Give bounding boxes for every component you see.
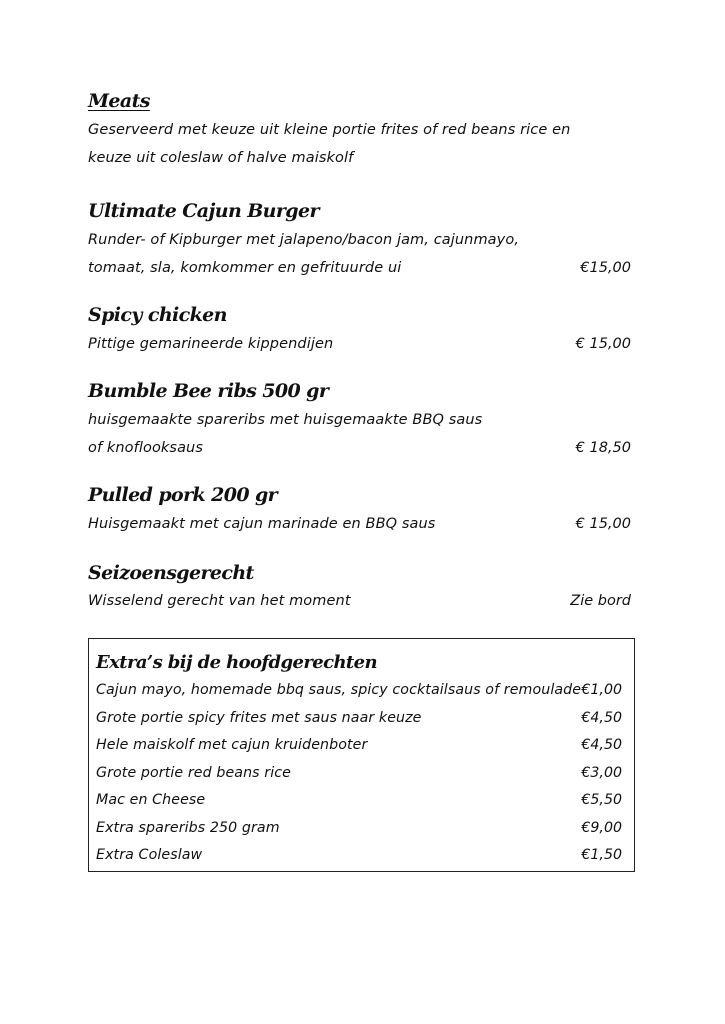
extras-item-price: €5,50 [581,792,622,808]
dish-price: Zie bord [570,593,631,609]
dish-name: Bumble Bee ribs 500 gr [88,380,329,402]
dish-description-line-2: tomaat, sla, komkommer en gefrituurde ui [88,260,402,276]
extras-row [96,817,622,839]
extras-item-name: Grote portie spicy frites met saus naar keuze [96,710,422,726]
section-subtitle-line-2: keuze uit coleslaw of halve maiskolf [88,150,354,166]
dish-description-line-1: Huisgemaakt met cajun marinade en BBQ saus [88,516,436,532]
dish-description-line-1: Wisselend gerecht van het moment [88,593,351,609]
section-title: Meats [88,90,150,112]
extras-item-name: Hele maiskolf met cajun kruidenboter [96,737,368,753]
dish-description-line-2: of knoflooksaus [88,440,204,456]
extras-item-name: Mac en Cheese [96,792,206,808]
extras-row [96,707,622,729]
extras-row [96,762,622,784]
extras-item-price: €1,50 [581,847,622,863]
dish-price: € 18,50 [575,440,631,456]
extras-item-name: Extra Coleslaw [96,847,203,863]
extras-row [96,844,622,866]
dish-description-line-1: Pittige gemarineerde kippendijen [88,336,334,352]
extras-item-name: Cajun mayo, homemade bbq saus, spicy cocktailsaus of remoulade [96,682,582,698]
extras-item-price: €1,00 [581,682,622,698]
extras-row [96,789,622,811]
extras-box [88,638,635,872]
dish-description-line-1: huisgemaakte spareribs met huisgemaakte BBQ saus [88,412,483,428]
dish-name: Spicy chicken [88,304,227,326]
dish-price: € 15,00 [575,336,631,352]
dish-description-line-1: Runder- of Kipburger met jalapeno/bacon jam, cajunmayo, [88,232,520,248]
extras-item-price: €3,00 [581,765,622,781]
extras-row [96,679,622,701]
extras-item-price: €9,00 [581,820,622,836]
dish-price: € 15,00 [575,516,631,532]
extras-title: Extra’s bij de hoofdgerechten [96,652,377,673]
dish-price: €15,00 [580,260,631,276]
dish-name: Pulled pork 200 gr [88,484,278,506]
extras-row [96,734,622,756]
section-subtitle-line-1: Geserveerd met keuze uit kleine portie frites of red beans rice en [88,122,571,138]
extras-item-price: €4,50 [581,737,622,753]
dish-name: Ultimate Cajun Burger [88,200,319,222]
extras-item-name: Extra spareribs 250 gram [96,820,280,836]
dish-name: Seizoensgerecht [88,562,254,584]
extras-item-price: €4,50 [581,710,622,726]
extras-item-name: Grote portie red beans rice [96,765,291,781]
